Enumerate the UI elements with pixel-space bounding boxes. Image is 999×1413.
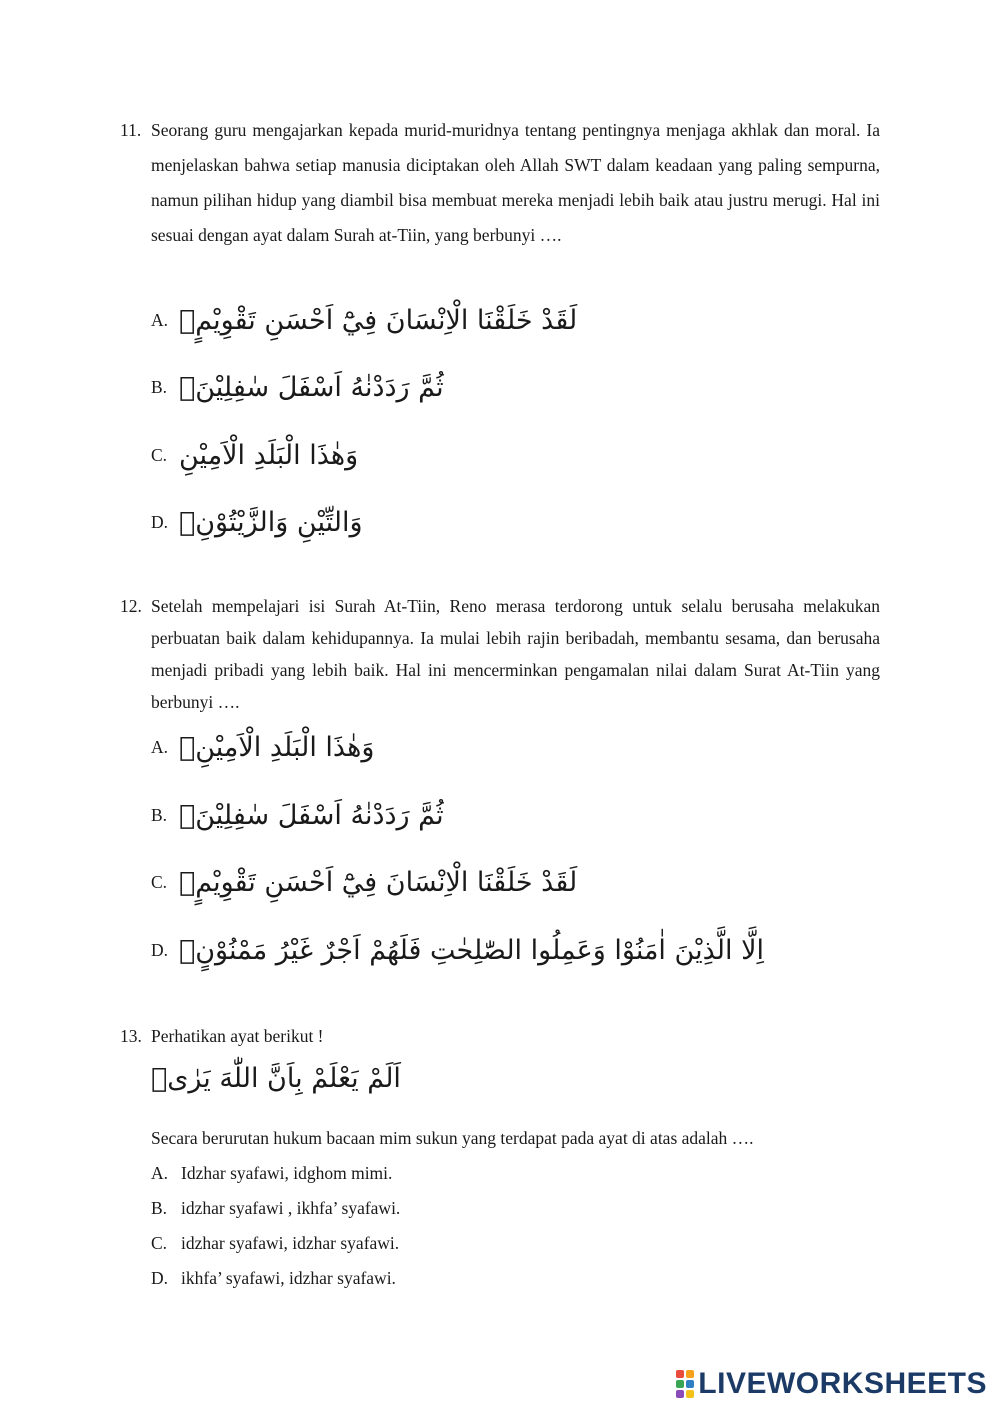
option-letter: C. <box>151 1233 168 1253</box>
question-text: Perhatikan ayat berikut ! <box>151 1026 324 1046</box>
q13-option-b[interactable] <box>151 1196 400 1220</box>
brand-text: LIVEWORKSHEETS <box>698 1367 987 1400</box>
option-arabic: اِلَّا الَّذِيْنَ اٰمَنُوْا وَعَمِلُوا الصّٰلِحٰتِ فَلَهُمْ اَجْرٌ غَيْرُ مَمْنُوْنٍۗ <box>179 934 764 966</box>
liveworksheets-logo[interactable] <box>676 1367 987 1401</box>
question-number: 13. <box>120 1026 142 1046</box>
q12-option-d[interactable] <box>151 930 764 970</box>
q11-option-c[interactable] <box>151 435 358 475</box>
question-number: 11. <box>120 120 142 140</box>
q13-option-c[interactable] <box>151 1231 399 1255</box>
question-number: 12. <box>120 596 142 616</box>
liveworksheets-logo-icon <box>676 1370 694 1398</box>
option-letter: D. <box>151 511 169 532</box>
q13-option-a[interactable] <box>151 1161 392 1185</box>
option-arabic: لَقَدْ خَلَقْنَا الْاِنْسَانَ فِيْٓ اَحْسَنِ تَقْوِيْمٍۖ <box>179 304 578 336</box>
option-text: Idzhar syafawi, idghom mimi. <box>181 1163 393 1183</box>
verse-arabic: اَلَمْ يَعْلَمْ بِاَنَّ اللّٰهَ يَرٰىۗ <box>151 1063 401 1094</box>
question-13 <box>120 1019 880 1054</box>
option-letter: D. <box>151 1268 169 1288</box>
option-arabic: وَالتِّيْنِ وَالزَّيْتُوْنِۙ <box>179 506 363 538</box>
option-text: idzhar syafawi, idzhar syafawi. <box>181 1233 400 1253</box>
logo-block <box>676 1370 684 1378</box>
logo-block <box>676 1390 684 1398</box>
option-letter: C. <box>151 871 168 892</box>
question-11 <box>120 113 880 253</box>
option-letter: B. <box>151 376 168 397</box>
q11-option-d[interactable] <box>151 502 363 542</box>
q11-option-a[interactable] <box>151 300 577 340</box>
logo-block <box>676 1380 684 1388</box>
question-prompt: Secara berurutan hukum bacaan mim sukun yang terdapat pada ayat di atas adalah …. <box>151 1128 754 1148</box>
option-arabic: وَهٰذَا الْبَلَدِ الْاَمِيْنِ <box>179 439 359 471</box>
question-12 <box>120 590 880 718</box>
logo-block <box>686 1390 694 1398</box>
q12-option-c[interactable] <box>151 862 577 902</box>
question-text: Seorang guru mengajarkan kepada murid-muridnya tentang pentingnya menjaga akhlak dan moral. Ia menjelaskan bahwa setiap manusia diciptakan oleh Allah SWT dalam keadaan yang paling sempurna, namun pilihan hidup yang diambil bisa membuat mereka menjadi lebih baik atau justru merugi. Hal ini sesuai dengan ayat dalam Surah at-Tiin, yang berbunyi …. <box>151 120 880 245</box>
option-arabic: ثُمَّ رَدَدْنٰهُ اَسْفَلَ سٰفِلِيْنَۙ <box>179 799 444 831</box>
option-letter: B. <box>151 1198 168 1218</box>
option-arabic: وَهٰذَا الْبَلَدِ الْاَمِيْنِۙ <box>179 731 375 763</box>
option-text: idzhar syafawi , ikhfa’ syafawi. <box>181 1198 401 1218</box>
question-text: Setelah mempelajari isi Surah At-Tiin, Reno merasa terdorong untuk selalu berusaha melakukan perbuatan baik dalam kehidupannya. Ia mulai lebih rajin beribadah, membantu sesama, dan berusaha menjadi pribadi yang lebih baik. Hal ini mencerminkan pengamalan nilai dalam Surat At-Tiin yang berbunyi …. <box>151 596 880 712</box>
option-letter: C. <box>151 444 168 465</box>
q13-option-d[interactable] <box>151 1266 396 1290</box>
q11-option-b[interactable] <box>151 367 444 407</box>
q12-option-b[interactable] <box>151 795 444 835</box>
option-letter: D. <box>151 939 169 960</box>
option-arabic: لَقَدْ خَلَقْنَا الْاِنْسَانَ فِيْٓ اَحْسَنِ تَقْوِيْمٍۖ <box>179 866 578 898</box>
option-letter: A. <box>151 309 169 330</box>
option-text: ikhfa’ syafawi, idzhar syafawi. <box>181 1268 396 1288</box>
option-letter: A. <box>151 736 169 757</box>
logo-block <box>686 1370 694 1378</box>
option-arabic: ثُمَّ رَدَدْنٰهُ اَسْفَلَ سٰفِلِيْنَۙ <box>179 371 444 403</box>
logo-block <box>686 1380 694 1388</box>
option-letter: A. <box>151 1163 169 1183</box>
option-letter: B. <box>151 804 168 825</box>
q12-option-a[interactable] <box>151 727 374 767</box>
